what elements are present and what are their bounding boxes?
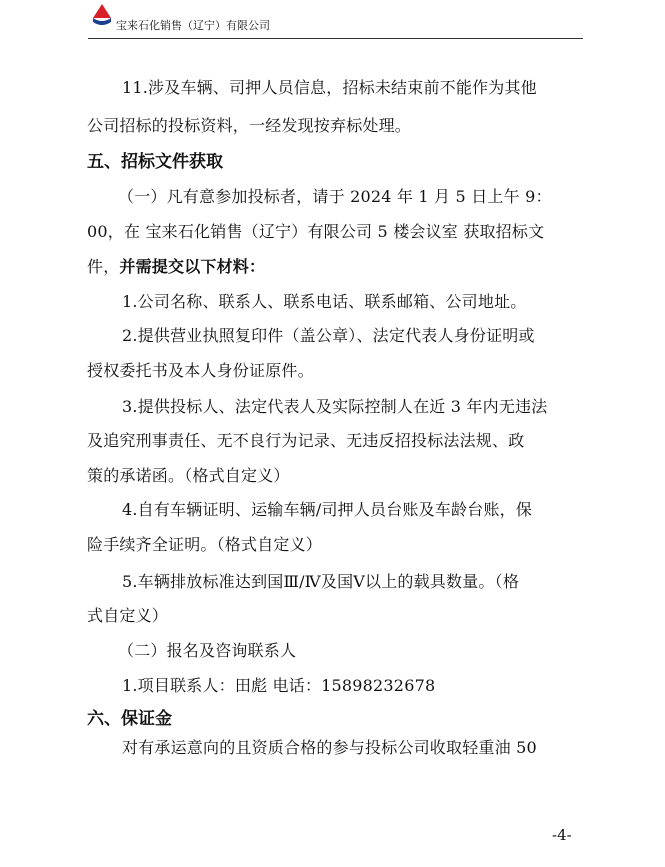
material-item-5-line-2: 式自定义） [87, 606, 169, 625]
deposit-paragraph-line-1: 对有承运意向的且资质合格的参与投标公司收取轻重油 50 [122, 738, 537, 757]
page-number: -4- [552, 826, 572, 844]
material-item-2-line-1: 2.提供营业执照复印件（盖公章）、法定代表人身份证明或 [122, 326, 535, 345]
material-item-3-line-3: 策的承诺函。（格式自定义） [87, 466, 290, 485]
subsection-2-heading: （二）报名及咨询联系人 [118, 641, 297, 660]
materials-required-label: 并需提交以下材料： [119, 257, 266, 276]
section-5-heading: 五、招标文件获取 [87, 152, 223, 172]
subsection-1-line-1: （一）凡有意参加投标者，请于 2024 年 1 月 5 日上午 9： [118, 187, 552, 206]
material-item-3-line-1: 3.提供投标人、法定代表人及实际控制人在近 3 年内无违法 [122, 397, 548, 416]
item-11-line-2: 公司招标的投标资料，一经发现按弃标处理。 [87, 116, 412, 135]
subsection-1-line-2: 00，在 宝来石化销售（辽宁）有限公司 5 楼会议室 获取招标文 [87, 222, 545, 241]
text-fragment: 件， [87, 257, 120, 276]
subsection-1-line-3 [87, 257, 265, 277]
material-item-5-line-1: 5.车辆排放标准达到国Ⅲ/Ⅳ及国Ⅴ以上的载具数量。（格 [122, 572, 520, 591]
item-11-line-1: 11.涉及车辆、司押人员信息，招标未结束前不能作为其他 [122, 78, 537, 97]
material-item-2-line-2: 授权委托书及本人身份证原件。 [87, 361, 314, 380]
material-item-4-line-1: 4.自有车辆证明、运输车辆/司押人员台账及车龄台账，保 [122, 500, 533, 519]
company-logo-icon [90, 3, 114, 29]
section-6-heading: 六、保证金 [87, 709, 172, 729]
contact-person-line: 1.项目联系人：田彪 电话：15898232678 [122, 676, 436, 695]
page-header [88, 0, 583, 39]
company-name: 宝来石化销售（辽宁）有限公司 [116, 19, 270, 32]
material-item-4-line-2: 险手续齐全证明。（格式自定义） [87, 535, 323, 554]
material-item-1: 1.公司名称、联系人、联系电话、联系邮箱、公司地址。 [122, 292, 527, 311]
material-item-3-line-2: 及追究刑事责任、无不良行为记录、无违反招投标法法规、政 [87, 431, 525, 450]
